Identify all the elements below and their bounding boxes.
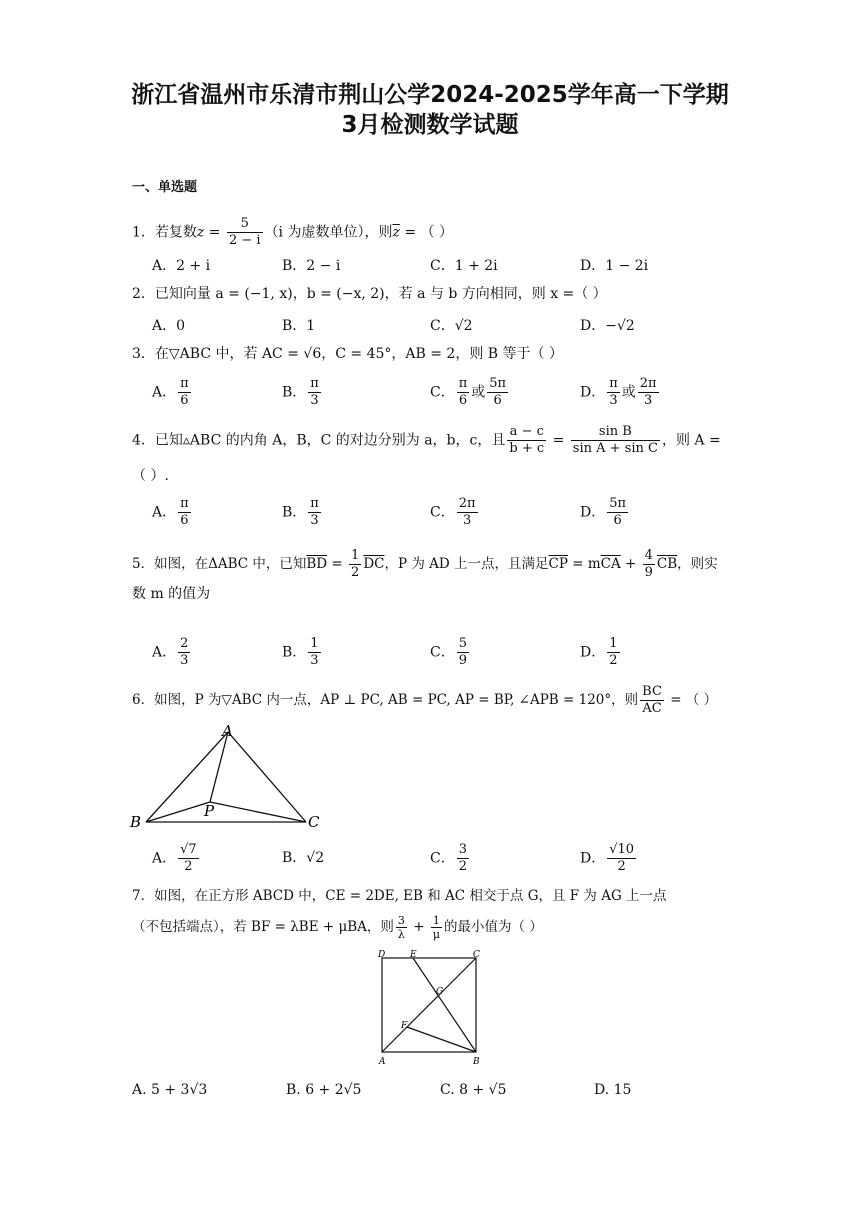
- q5-option-b: B． $\frac{1}{3}$: [282, 636, 319, 668]
- segment-ab: [146, 732, 228, 822]
- q5-option-a: A． $\frac{2}{3}$: [152, 636, 189, 668]
- q3-option-d: D． $\frac{\pi}{3}$ 或 $\frac{2\pi}{3}$: [580, 376, 657, 408]
- q6-option-d: D． $\frac{√10}{2}$: [580, 842, 635, 874]
- q1-option-c: C．1 + 2i: [430, 258, 498, 274]
- question-3: 3．在▽ABC 中，若 AC = √6，C = 45°，AB = 2，则 B 等于（ ）: [132, 346, 563, 362]
- q4-option-a: A． $\frac{\pi}{6}$: [152, 496, 189, 528]
- vertex-label-c: C: [473, 950, 480, 960]
- q7-option-c: C. 8 + √5: [440, 1082, 507, 1098]
- q2-option-a: A．0: [152, 318, 186, 334]
- fraction: $\frac{5}{2 - i}$: [228, 216, 261, 248]
- q6-option-b: B．√2: [282, 850, 325, 866]
- question-5-line2: 数 m 的值为: [132, 586, 211, 602]
- q6-option-a: A． $\frac{√7}{2}$: [152, 842, 197, 874]
- question-6: 6．如图，P 为▽ABC 内一点，AP ⊥ PC, AB = PC, AP = BP, ∠APB = 120°，则 $\frac{BC}{AC}$ = （ ）: [132, 684, 718, 716]
- q1-option-a: A．2 + i: [152, 258, 211, 274]
- q2-option-b: B．1: [282, 318, 316, 334]
- q4-option-b: B． $\frac{\pi}{3}$: [282, 496, 319, 528]
- question-2: 2．已知向量 a = (−1, x)，b = (−x, 2)，若 a 与 b 方向相同，则 x =（ ）: [132, 286, 607, 302]
- vertex-label-p: P: [204, 802, 215, 820]
- vertex-label-a: A: [222, 722, 233, 740]
- segment-ac: [382, 958, 476, 1052]
- page-title-line2: 3月检测数学试题: [341, 112, 519, 138]
- q3-option-c: C． $\frac{\pi}{6}$ 或 $\frac{5\pi}{6}$: [430, 376, 507, 408]
- q4-option-d: D． $\frac{5\pi}{6}$: [580, 496, 627, 528]
- segment-fb: [407, 1027, 476, 1052]
- question-7-line2: （不包括端点），若 BF = λBE + μBA，则 $\frac{3}{\lambda}$ + $\frac{1}{\mu}$ 的最小值为（ ）: [132, 914, 543, 941]
- question-4: 4．已知▵ABC 的内角 A，B，C 的对边分别为 a，b，c，且 $\frac{a - c}{b + c}$ = $\frac{\text{sin B}}{\text{sin A + sin C}}$ ，则 A =: [132, 424, 721, 456]
- question-7: 7．如图，在正方形 ABCD 中，CE = 2DE, EB 和 AC 相交于点 G，且 F 为 AG 上一点: [132, 888, 667, 904]
- question-1: 1．若复数z = $\frac{5}{2 - i}$ （i 为虚数单位），则$\overline{z}$ = （ ）: [132, 216, 453, 248]
- vertex-label-c: C: [308, 813, 320, 831]
- q6-option-c: C． $\frac{3}{2}$: [430, 842, 467, 874]
- question-4-line2: （ ）.: [132, 468, 169, 484]
- q4-option-c: C． $\frac{2\pi}{3}$: [430, 496, 476, 528]
- q5-option-d: D． $\frac{1}{2}$: [580, 636, 618, 668]
- q7-option-a: A. 5 + 3√3: [132, 1082, 208, 1098]
- vertex-label-f: F: [401, 1021, 408, 1031]
- vertex-label-g: G: [436, 987, 444, 997]
- triangle-figure: [126, 722, 326, 832]
- q7-option-d: D. 15: [594, 1082, 632, 1098]
- q2-option-d: D．−√2: [580, 318, 635, 334]
- q7-option-b: B. 6 + 2√5: [286, 1082, 362, 1098]
- q1-option-b: B．2 − i: [282, 258, 341, 274]
- square-figure: [370, 948, 490, 1072]
- vertex-label-e: E: [410, 950, 417, 960]
- section-heading: 一、单选题: [132, 180, 198, 195]
- page-title-line1: 浙江省温州市乐清市荆山公学2024-2025学年高一下学期: [131, 82, 729, 108]
- vertex-label-d: D: [378, 950, 386, 960]
- question-5: 5．如图，在ΔABC 中，已知$\overline{BD}$ = $\frac{1}{2}$ $\overline{DC}$，P 为 AD 上一点，且满足$\overline{CP} = m\overline{CA}$ + $\frac{4}{9}$ $\overline{CB}$，则实: [132, 548, 718, 580]
- q2-option-c: C．√2: [430, 318, 473, 334]
- q3-option-b: B． $\frac{\pi}{3}$: [282, 376, 319, 408]
- q3-option-a: A． $\frac{\pi}{6}$: [152, 376, 189, 408]
- segment-eb: [413, 958, 476, 1052]
- vertex-label-b: B: [130, 813, 142, 831]
- q5-option-c: C． $\frac{5}{9}$: [430, 636, 467, 668]
- vertex-label-a: A: [379, 1057, 386, 1067]
- q1-option-d: D．1 − 2i: [580, 258, 649, 274]
- vertex-label-b: B: [473, 1057, 480, 1067]
